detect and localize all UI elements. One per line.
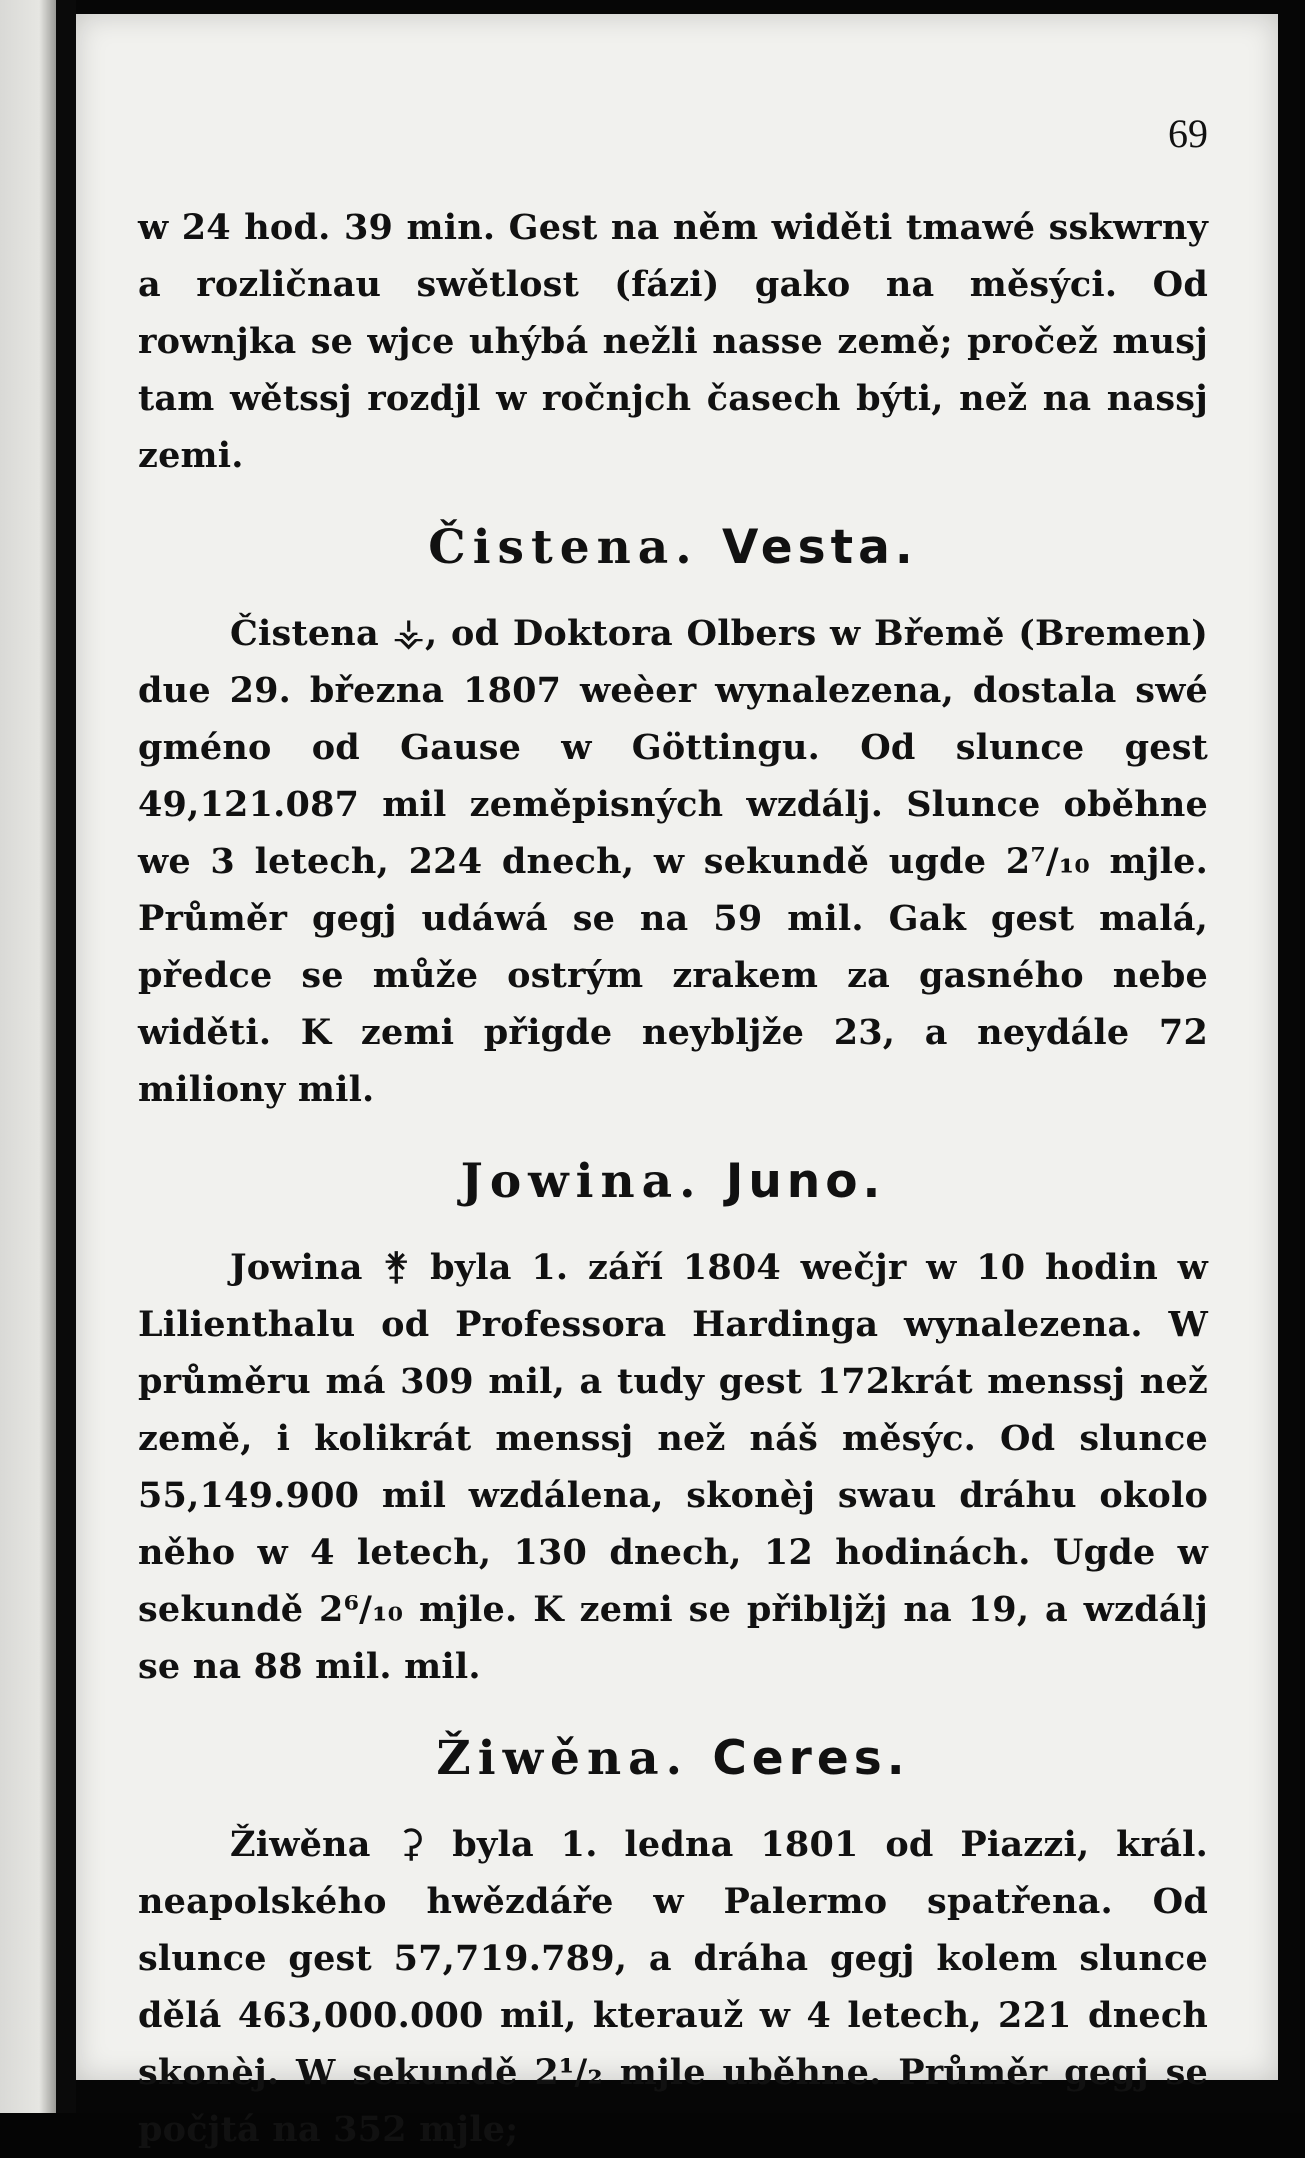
- section-paragraph-juno: [138, 1238, 1208, 1695]
- intro-paragraph: w 24 hod. 39 min. Gest na něm widěti tmawé sskwrny a rozličnau swětlost (fázi) gako na měsýci. Od rownjka se wjce uhýbá nežli nasse země; pročež musj tam wětssj rozdjl w ročnjch časech býti, než na nassj zemi.: [138, 207, 1208, 476]
- heading-latin: Ceres.: [712, 1731, 910, 1786]
- page-number: 69: [1168, 111, 1208, 156]
- ceres-symbol-icon: ⚳: [397, 1821, 426, 1865]
- juno-symbol-icon: ⚵: [382, 1244, 411, 1288]
- heading-latin: Vesta.: [722, 520, 918, 575]
- heading-czech: Žiwěna.: [436, 1731, 689, 1786]
- heading-latin: Juno.: [725, 1154, 886, 1209]
- section-paragraph-vesta: [138, 604, 1208, 1118]
- book-gutter: [56, 0, 76, 2113]
- book-page: [76, 14, 1278, 2150]
- section-paragraph-ceres: [138, 1815, 1208, 2158]
- vesta-symbol-icon: ⚶: [392, 610, 425, 654]
- paragraph-body: , od Doktora Olbers w Břemě (Bremen) due 29. března 1807 weèer wynalezena, dostala swé gméno od Gause w Göttingu. Od slunce gest 49,121.087 mil zeměpisných wzdálj. Slunce oběhne we 3 letech, 224 dnech, w sekundě ugde 2⁷/₁₀ mjle. Průměr gegj udáwá se na 59 mil. Gak gest malá, předce se může ostrým zrakem za gasného nebe widěti. K zemi přigde neyblјže 23, a neydále 72 miliony mil.: [138, 613, 1208, 1110]
- section-heading-vesta: [138, 518, 1208, 578]
- section-heading-ceres: [138, 1729, 1208, 1789]
- paragraph-lead: Čistena: [230, 613, 379, 654]
- heading-czech: Jowina.: [460, 1154, 703, 1209]
- previous-page-edge: [0, 0, 56, 2113]
- heading-czech: Čistena.: [428, 520, 699, 575]
- paragraph-lead: Jowina: [230, 1247, 363, 1288]
- section-heading-juno: [138, 1152, 1208, 1212]
- paragraph-body: byla 1. září 1804 wečjr w 10 hodin w Lilienthalu od Professora Hardinga wynalezena. W průměru má 309 mil, a tudy gest 172krát menssj než země, i kolikrát menssj než náš měsýc. Od slunce 55,149.900 mil wzdálena, skonèj swau dráhu okolo něho w 4 letech, 130 dnech, 12 hodinách. Ugde w sekundě 2⁶/₁₀ mjle. K zemi se přiblјžj na 19, a wzdálj se na 88 mil. mil.: [138, 1247, 1209, 1687]
- paragraph-lead: Žiwěna: [230, 1824, 371, 1865]
- paragraph-body: byla 1. ledna 1801 od Piazzi, král. neapolského hwězdáře w Palermo spatřena. Od slunce gest 57,719.789, a dráha gegj kolem slunce dělá 463,000.000 mil, kterauž w 4 letech, 221 dnech skonèj. W sekundě 2¹/₂ mjle uběhne. Průměr gegj se počjtá na 352 mjle;: [138, 1824, 1208, 2150]
- page-content: [138, 199, 1208, 2158]
